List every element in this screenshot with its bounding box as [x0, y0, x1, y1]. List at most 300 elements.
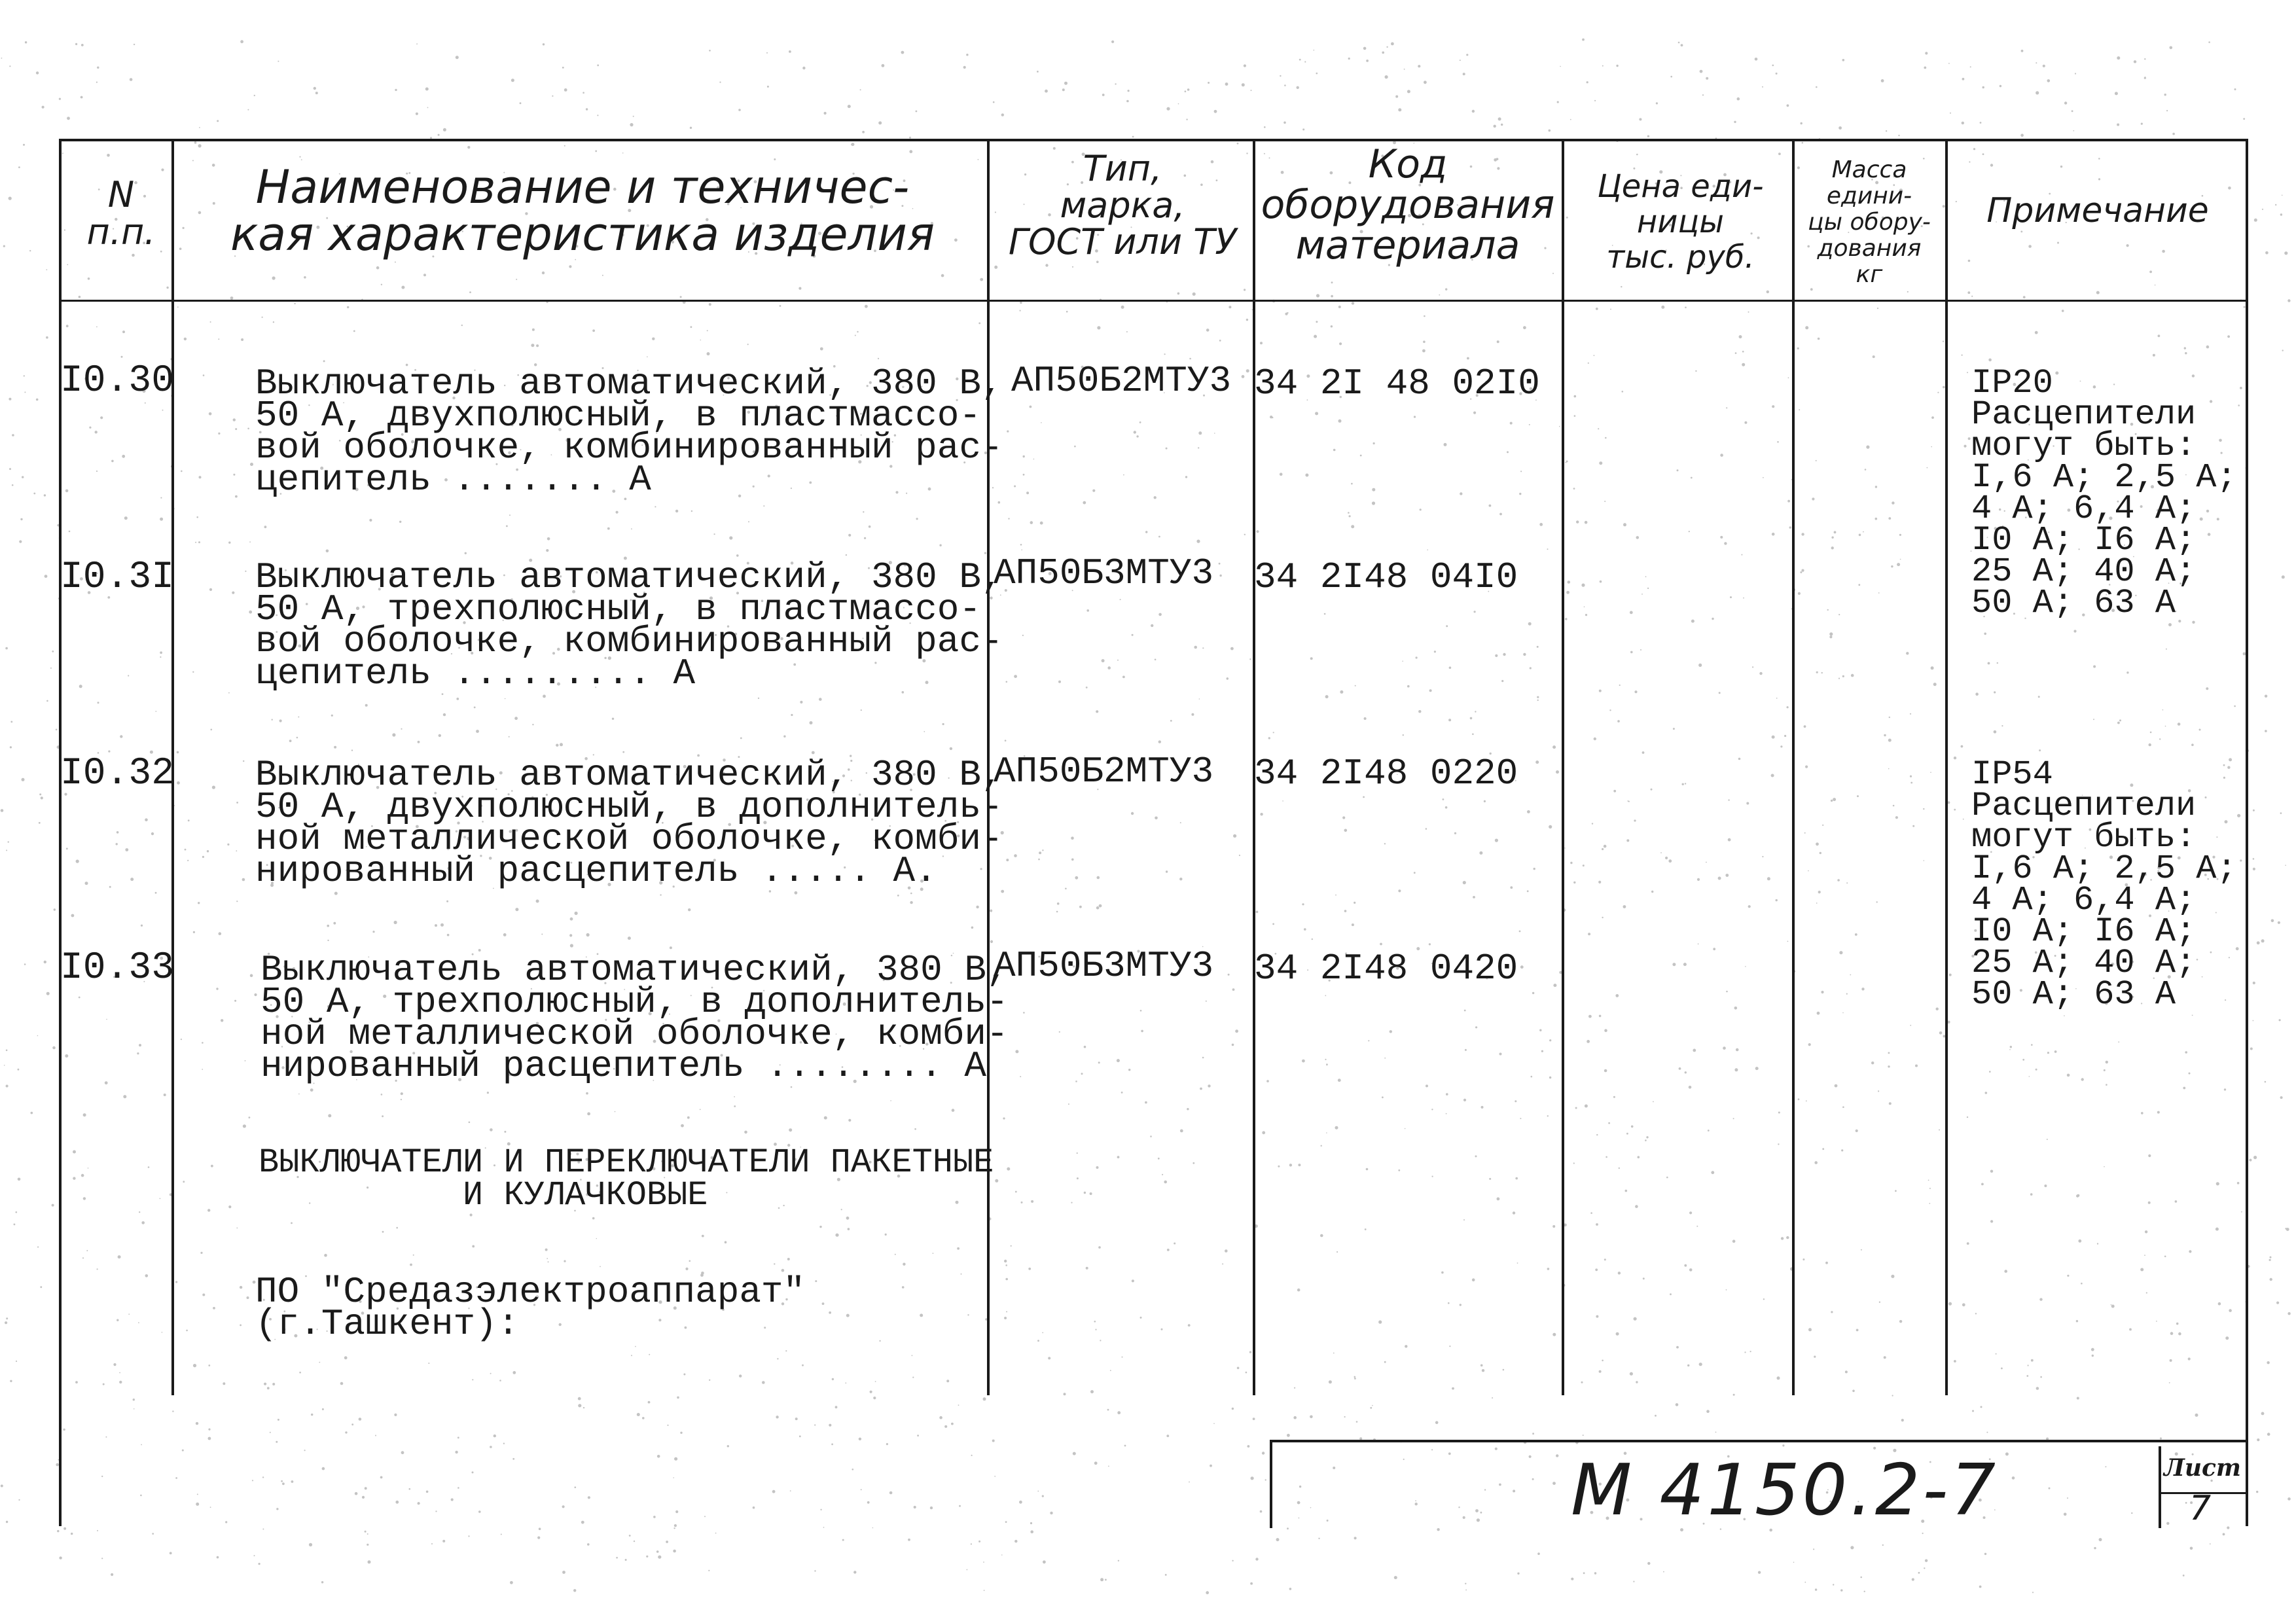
- noise-dot: [98, 702, 99, 704]
- noise-dot: [1888, 739, 1892, 742]
- noise-dot: [1128, 90, 1130, 92]
- noise-dot: [1344, 1416, 1346, 1418]
- noise-dot: [2185, 1502, 2187, 1504]
- noise-dot: [1532, 992, 1534, 994]
- noise-dot: [1077, 1152, 1078, 1154]
- noise-dot: [66, 325, 69, 327]
- noise-dot: [2073, 630, 2076, 632]
- noise-dot: [1398, 108, 1401, 111]
- noise-dot: [1581, 584, 1585, 587]
- noise-dot: [709, 50, 711, 52]
- noise-dot: [79, 296, 81, 298]
- noise-dot: [1912, 825, 1914, 827]
- noise-dot: [236, 802, 238, 804]
- noise-dot: [334, 892, 338, 895]
- noise-dot: [2105, 1466, 2106, 1467]
- noise-dot: [1552, 1333, 1556, 1336]
- noise-dot: [315, 92, 318, 94]
- noise-dot: [1454, 832, 1456, 834]
- noise-dot: [309, 1543, 312, 1546]
- noise-dot: [1829, 635, 1832, 638]
- noise-dot: [1732, 1240, 1736, 1243]
- noise-dot: [88, 1168, 89, 1169]
- noise-dot: [1984, 1553, 1986, 1555]
- noise-dot: [564, 88, 567, 92]
- noise-dot: [270, 1432, 271, 1433]
- noise-dot: [451, 1498, 454, 1501]
- noise-dot: [944, 1425, 947, 1428]
- noise-dot: [1342, 816, 1345, 819]
- noise-dot: [916, 518, 918, 520]
- noise-dot: [1778, 152, 1781, 155]
- noise-dot: [1326, 1063, 1328, 1065]
- noise-dot: [512, 1458, 514, 1460]
- noise-dot: [2155, 285, 2156, 286]
- noise-dot: [1532, 1478, 1534, 1480]
- noise-dot: [1892, 501, 1894, 504]
- noise-dot: [367, 1533, 368, 1535]
- noise-dot: [1196, 540, 1200, 543]
- noise-dot: [1099, 904, 1102, 908]
- noise-dot: [1008, 518, 1009, 519]
- noise-dot: [1023, 455, 1025, 457]
- noise-dot: [1446, 1113, 1447, 1115]
- noise-dot: [2060, 166, 2062, 168]
- noise-dot: [1475, 1509, 1479, 1512]
- noise-dot: [1982, 153, 1984, 155]
- noise-dot: [1439, 294, 1440, 296]
- noise-dot: [729, 536, 732, 539]
- noise-dot: [1006, 859, 1009, 861]
- noise-dot: [1422, 349, 1426, 353]
- noise-dot: [240, 1325, 242, 1327]
- noise-dot: [1845, 1370, 1848, 1373]
- noise-dot: [667, 1425, 668, 1426]
- noise-dot: [1431, 1109, 1433, 1110]
- noise-dot: [867, 1501, 870, 1504]
- noise-dot: [327, 940, 329, 941]
- noise-dot: [1517, 1262, 1518, 1264]
- noise-dot: [1384, 843, 1386, 844]
- noise-dot: [128, 1313, 130, 1315]
- noise-dot: [1573, 882, 1575, 883]
- noise-dot: [212, 786, 215, 789]
- noise-dot: [1117, 660, 1119, 661]
- noise-dot: [423, 274, 426, 276]
- noise-dot: [1189, 1482, 1190, 1483]
- noise-dot: [1007, 431, 1009, 433]
- noise-dot: [2141, 1112, 2144, 1115]
- noise-dot: [1244, 534, 1246, 535]
- noise-dot: [218, 338, 219, 340]
- noise-dot: [382, 1231, 384, 1233]
- noise-dot: [2229, 1309, 2232, 1312]
- noise-dot: [427, 107, 429, 109]
- noise-dot: [1969, 161, 1970, 162]
- noise-dot: [1354, 1376, 1356, 1378]
- noise-dot: [1831, 546, 1834, 549]
- noise-dot: [438, 134, 440, 136]
- noise-dot: [547, 537, 550, 541]
- noise-dot: [602, 275, 603, 276]
- noise-dot: [1310, 1507, 1312, 1508]
- sheet-label: Лист: [2164, 1454, 2242, 1482]
- noise-dot: [1344, 829, 1348, 832]
- noise-dot: [886, 1443, 888, 1445]
- noise-dot: [1996, 1353, 1997, 1355]
- noise-dot: [848, 1119, 851, 1122]
- noise-dot: [1005, 1521, 1007, 1523]
- noise-dot: [6, 1085, 9, 1088]
- noise-dot: [2170, 1359, 2172, 1362]
- noise-dot: [1734, 1068, 1738, 1071]
- noise-dot: [1299, 1518, 1300, 1519]
- noise-dot: [820, 1509, 821, 1510]
- noise-dot: [685, 1268, 688, 1270]
- noise-dot: [1925, 52, 1928, 54]
- noise-dot: [1886, 130, 1887, 132]
- noise-dot: [172, 1410, 173, 1412]
- noise-dot: [1312, 938, 1313, 940]
- noise-dot: [1665, 857, 1668, 859]
- noise-dot: [1219, 340, 1221, 342]
- noise-dot: [1326, 1132, 1327, 1133]
- noise-dot: [1954, 809, 1956, 811]
- noise-dot: [1444, 443, 1447, 446]
- noise-dot: [2237, 814, 2240, 817]
- noise-dot: [1967, 1116, 1968, 1118]
- noise-dot: [1185, 90, 1187, 92]
- noise-dot: [1817, 1012, 1820, 1015]
- noise-dot: [1120, 599, 1121, 600]
- noise-dot: [2106, 1061, 2108, 1063]
- noise-dot: [447, 934, 450, 936]
- noise-dot: [707, 352, 710, 355]
- noise-dot: [1158, 1158, 1160, 1160]
- noise-dot: [14, 1224, 16, 1226]
- noise-dot: [39, 793, 41, 795]
- noise-dot: [1948, 1302, 1952, 1306]
- noise-dot: [5, 1321, 7, 1324]
- noise-dot: [75, 1381, 78, 1383]
- noise-dot: [1289, 1588, 1292, 1590]
- noise-dot: [824, 112, 827, 115]
- noise-dot: [959, 1505, 961, 1507]
- noise-dot: [1198, 431, 1202, 435]
- noise-dot: [6, 1317, 8, 1319]
- noise-dot: [223, 1382, 225, 1385]
- noise-dot: [1015, 1191, 1017, 1193]
- noise-dot: [1943, 341, 1944, 342]
- noise-dot: [1489, 505, 1492, 507]
- noise-dot: [199, 476, 202, 478]
- note-ip20: IP20 Расцепители могут быть: I,6 А; 2,5 А; 4 А; 6,4 А; I0 А; I6 А; 25 А; 40 А; 50 А; 63 А: [1971, 364, 2237, 622]
- noise-dot: [1851, 674, 1854, 677]
- noise-dot: [753, 1507, 755, 1509]
- noise-dot: [1744, 421, 1747, 424]
- noise-dot: [622, 751, 624, 753]
- col-sep-4: [1562, 139, 1564, 1395]
- noise-dot: [1719, 692, 1721, 694]
- noise-dot: [455, 1451, 457, 1454]
- noise-dot: [139, 1211, 140, 1213]
- noise-dot: [1132, 634, 1134, 636]
- noise-dot: [2126, 244, 2129, 247]
- noise-dot: [739, 1374, 742, 1377]
- noise-dot: [560, 743, 563, 746]
- noise-dot: [228, 1205, 231, 1208]
- noise-dot: [203, 374, 205, 376]
- noise-dot: [1042, 1332, 1043, 1334]
- noise-dot: [2093, 666, 2096, 668]
- noise-dot: [862, 131, 865, 134]
- noise-dot: [1495, 1448, 1498, 1450]
- noise-dot: [79, 685, 82, 688]
- noise-dot: [971, 1455, 973, 1456]
- noise-dot: [2064, 1513, 2067, 1516]
- noise-dot: [467, 146, 470, 149]
- noise-dot: [170, 1552, 172, 1554]
- noise-dot: [2115, 92, 2118, 95]
- noise-dot: [1939, 1130, 1940, 1131]
- noise-dot: [1349, 515, 1351, 517]
- noise-dot: [294, 303, 295, 304]
- noise-dot: [1641, 594, 1643, 595]
- stamp-left-border: [1270, 1440, 1272, 1528]
- noise-dot: [359, 1418, 362, 1421]
- noise-dot: [570, 944, 573, 947]
- noise-dot: [1725, 874, 1729, 877]
- noise-dot: [431, 1543, 433, 1544]
- noise-dot: [1879, 1302, 1880, 1303]
- noise-dot: [787, 1258, 790, 1260]
- noise-dot: [889, 1491, 893, 1495]
- noise-dot: [6, 849, 7, 851]
- noise-dot: [1465, 1049, 1467, 1051]
- noise-dot: [1604, 501, 1605, 502]
- noise-dot: [1605, 437, 1607, 439]
- noise-dot: [536, 900, 539, 903]
- noise-dot: [1596, 1134, 1598, 1135]
- noise-dot: [587, 1113, 590, 1116]
- noise-dot: [1310, 1416, 1313, 1419]
- noise-dot: [780, 305, 781, 307]
- noise-dot: [1513, 1489, 1515, 1492]
- noise-dot: [327, 925, 329, 927]
- noise-dot: [1482, 1369, 1484, 1372]
- noise-dot: [262, 1476, 264, 1478]
- noise-dot: [1726, 407, 1727, 408]
- noise-dot: [1420, 508, 1422, 510]
- noise-dot: [1214, 110, 1217, 113]
- noise-dot: [1841, 1149, 1843, 1151]
- noise-dot: [141, 1221, 145, 1224]
- noise-dot: [691, 510, 692, 512]
- noise-dot: [443, 128, 446, 132]
- noise-dot: [1021, 1202, 1023, 1204]
- noise-dot: [1348, 512, 1350, 514]
- noise-dot: [272, 719, 273, 721]
- noise-dot: [1494, 125, 1496, 128]
- noise-dot: [19, 541, 22, 543]
- noise-dot: [132, 254, 135, 257]
- noise-dot: [2227, 1526, 2229, 1529]
- noise-dot: [1599, 1015, 1602, 1018]
- noise-dot: [829, 1424, 831, 1427]
- noise-dot: [1613, 790, 1616, 793]
- noise-dot: [2178, 620, 2181, 622]
- noise-dot: [1961, 745, 1964, 748]
- noise-dot: [1600, 580, 1602, 583]
- noise-dot: [941, 274, 944, 277]
- noise-dot: [1583, 865, 1585, 866]
- noise-dot: [22, 476, 24, 478]
- noise-dot: [1929, 1203, 1930, 1204]
- noise-dot: [218, 433, 220, 435]
- noise-dot: [1748, 312, 1749, 313]
- noise-dot: [909, 150, 912, 153]
- table-left-border: [59, 139, 62, 1526]
- noise-dot: [461, 325, 463, 326]
- row-code: 34 2I48 0220: [1254, 753, 1518, 794]
- noise-dot: [262, 1529, 264, 1530]
- noise-dot: [1636, 154, 1638, 156]
- noise-dot: [2043, 65, 2045, 67]
- noise-dot: [2077, 1397, 2079, 1400]
- noise-dot: [1744, 1351, 1746, 1353]
- noise-dot: [1086, 687, 1088, 688]
- noise-dot: [9, 65, 10, 67]
- noise-dot: [1602, 848, 1604, 850]
- noise-dot: [2261, 1412, 2265, 1416]
- noise-dot: [278, 61, 279, 62]
- noise-dot: [1206, 1591, 1209, 1594]
- noise-dot: [472, 1471, 474, 1473]
- noise-dot: [1145, 531, 1147, 533]
- noise-dot: [82, 1257, 84, 1258]
- noise-dot: [1118, 1560, 1119, 1561]
- noise-dot: [211, 729, 213, 731]
- noise-dot: [228, 541, 230, 543]
- noise-dot: [1378, 1321, 1382, 1324]
- noise-dot: [1386, 46, 1388, 48]
- noise-dot: [2170, 1332, 2174, 1335]
- noise-dot: [1384, 1058, 1386, 1059]
- noise-dot: [401, 1451, 404, 1454]
- noise-dot: [64, 229, 65, 230]
- noise-dot: [155, 711, 156, 712]
- noise-dot: [1086, 1267, 1088, 1270]
- noise-dot: [1814, 1356, 1816, 1358]
- noise-dot: [1517, 1573, 1519, 1575]
- noise-dot: [1676, 1346, 1679, 1349]
- noise-dot: [311, 1414, 313, 1416]
- noise-dot: [1630, 651, 1633, 654]
- noise-dot: [612, 718, 614, 720]
- noise-dot: [2286, 1228, 2289, 1231]
- noise-dot: [1014, 1540, 1017, 1543]
- noise-dot: [1429, 943, 1431, 945]
- noise-dot: [1251, 90, 1252, 91]
- noise-dot: [520, 102, 522, 104]
- noise-dot: [345, 1431, 347, 1433]
- noise-dot: [1302, 1060, 1305, 1063]
- noise-dot: [1598, 428, 1599, 429]
- noise-dot: [1260, 342, 1263, 344]
- noise-dot: [1484, 800, 1486, 802]
- noise-dot: [1407, 90, 1410, 93]
- noise-dot: [1232, 1408, 1234, 1410]
- noise-dot: [1891, 1275, 1894, 1278]
- noise-dot: [2054, 1050, 2057, 1053]
- noise-dot: [81, 44, 84, 46]
- noise-dot: [1, 1485, 3, 1488]
- noise-dot: [1574, 395, 1577, 398]
- noise-dot: [1588, 363, 1589, 364]
- noise-dot: [2270, 1257, 2272, 1258]
- noise-dot: [993, 101, 995, 103]
- noise-dot: [41, 796, 43, 799]
- noise-dot: [673, 1527, 675, 1529]
- noise-dot: [175, 1281, 177, 1283]
- noise-dot: [245, 571, 246, 572]
- noise-dot: [1037, 1491, 1039, 1492]
- noise-dot: [249, 541, 251, 543]
- noise-dot: [65, 1054, 68, 1058]
- noise-dot: [23, 144, 25, 146]
- noise-dot: [465, 552, 467, 554]
- noise-dot: [1165, 1574, 1167, 1576]
- noise-dot: [1967, 372, 1968, 373]
- noise-dot: [1164, 353, 1166, 355]
- noise-dot: [50, 668, 52, 669]
- noise-dot: [1799, 409, 1800, 410]
- noise-dot: [279, 719, 282, 722]
- noise-dot: [2009, 1049, 2011, 1050]
- noise-dot: [209, 588, 212, 591]
- noise-dot: [1495, 654, 1498, 657]
- noise-dot: [1117, 1156, 1120, 1158]
- noise-dot: [994, 1476, 996, 1477]
- noise-dot: [1437, 1528, 1439, 1531]
- noise-dot: [658, 1556, 661, 1559]
- noise-dot: [1385, 75, 1388, 79]
- noise-dot: [704, 1516, 706, 1517]
- noise-dot: [1121, 306, 1124, 309]
- noise-dot: [2067, 1275, 2069, 1277]
- noise-dot: [2028, 1364, 2029, 1366]
- noise-dot: [1446, 1093, 1448, 1096]
- noise-dot: [1344, 910, 1347, 912]
- noise-dot: [1840, 1589, 1842, 1591]
- noise-dot: [875, 1381, 876, 1382]
- noise-dot: [310, 1088, 314, 1092]
- noise-dot: [1424, 315, 1426, 317]
- noise-dot: [1860, 1577, 1862, 1578]
- noise-dot: [1042, 1495, 1044, 1497]
- noise-dot: [209, 412, 212, 416]
- noise-dot: [1382, 52, 1384, 54]
- noise-dot: [635, 1346, 636, 1347]
- noise-dot: [1005, 1264, 1007, 1266]
- noise-dot: [1889, 717, 1890, 718]
- noise-dot: [569, 265, 571, 268]
- noise-dot: [2164, 94, 2166, 96]
- noise-dot: [878, 358, 879, 359]
- noise-dot: [1831, 800, 1833, 802]
- noise-dot: [630, 123, 633, 126]
- noise-dot: [939, 1416, 942, 1419]
